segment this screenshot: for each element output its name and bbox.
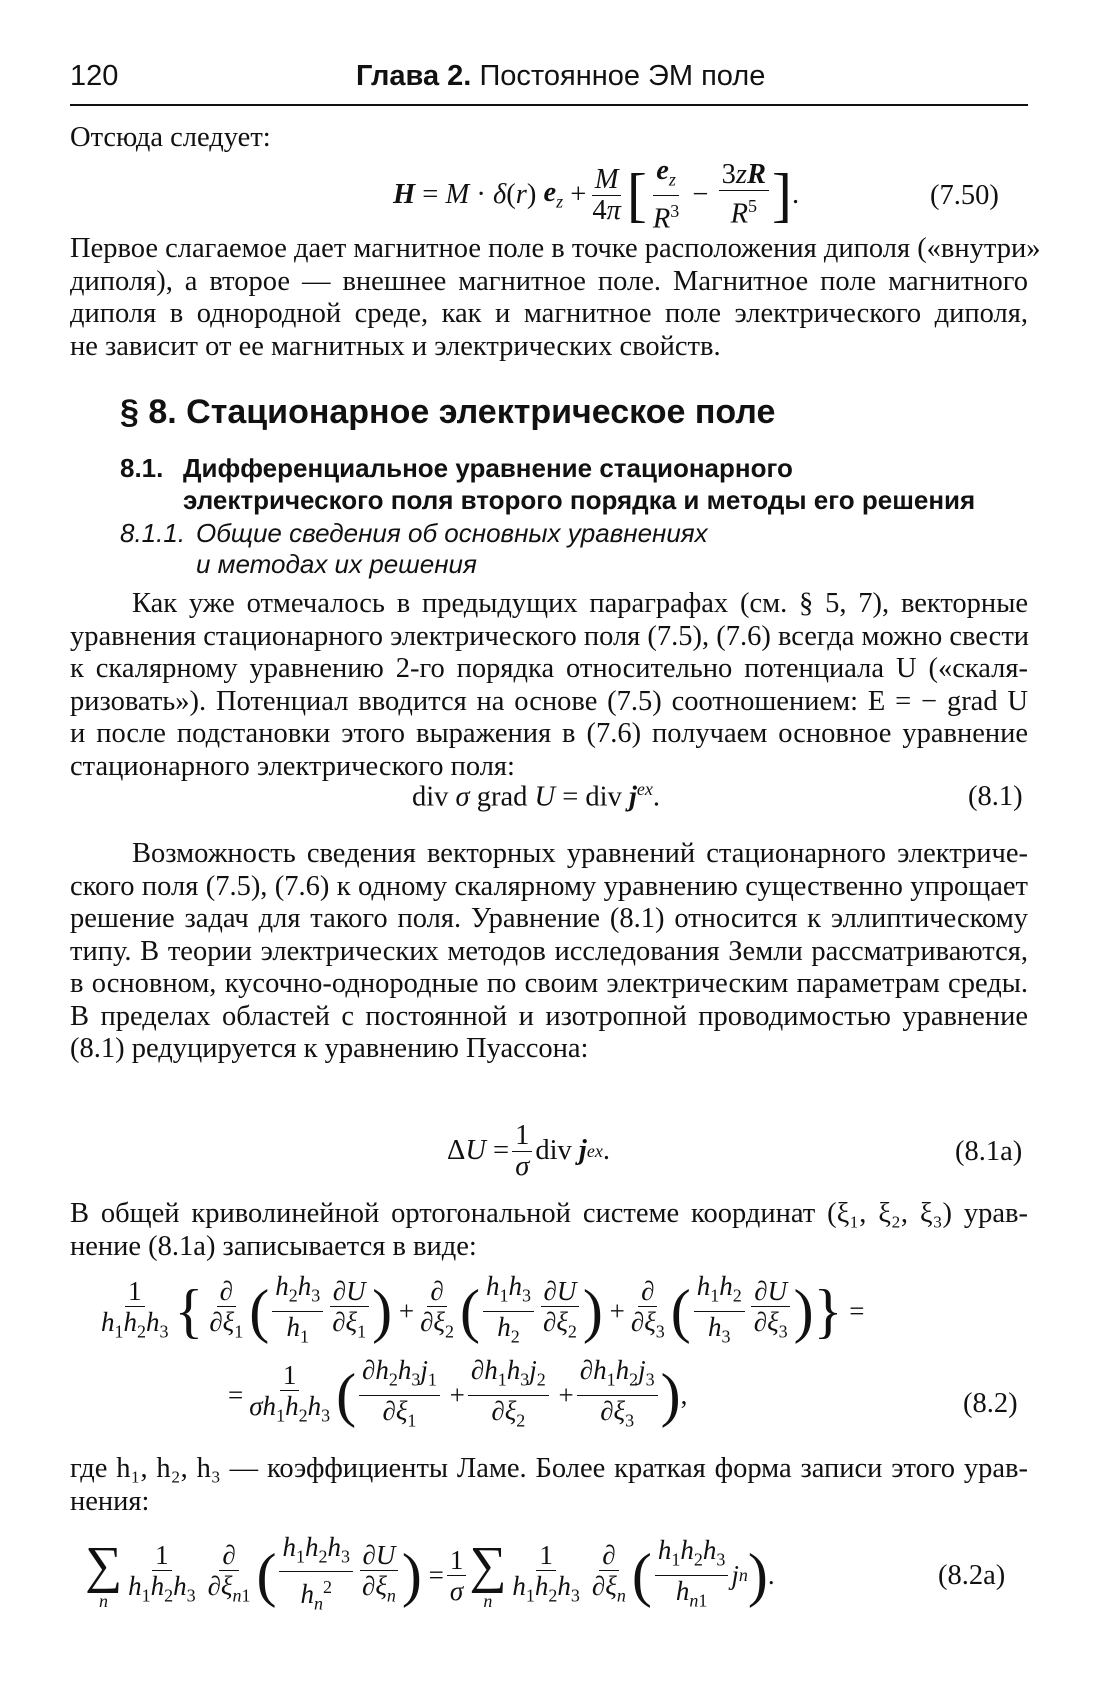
text-line: В общей криволинейной ортогональной системе координат (ξ₁, ξ₂, ξ₃) урав-	[70, 1198, 1028, 1229]
text-line: уравнения стационарного электрического поля (7.5), (7.6) всегда можно свести	[70, 620, 1030, 652]
sum-symbol: ∑ n	[469, 1537, 507, 1611]
equation-8-1a: Δ U = $\frac{1}{\sigma}$ div j ex .	[447, 1119, 610, 1182]
text-line: В пределах областей с постоянной и изотропной проводимостью уравнение	[70, 1000, 1028, 1032]
paragraph-5	[70, 1453, 1028, 1518]
equation-8-2-line-2: = $\frac{1}{\sigma h_1h_2h_3}$ ( $\frac{\partial h_2h_3j_1}{\partial\xi_1}$ + $\frac{\partial h_1h_3j_2}{\partial\xi_2}$ + $\frac{\partial h_1h_2j_3}{\partial\xi_3}$ ) ,	[228, 1355, 688, 1430]
text-line: типу. В теории электрических методов исследования Земли рассматриваются,	[70, 935, 1028, 967]
subsubsection-title-line: Общие сведения об основных уравнениях	[196, 518, 708, 548]
subsubsection-number: 8.1.1.	[120, 518, 186, 548]
text-line: нения:	[70, 1485, 150, 1517]
text-line: Возможность сведения векторных уравнений стационарного электриче-	[132, 838, 1028, 869]
subsection-title	[183, 452, 975, 516]
equation-number: (8.2a)	[938, 1560, 1006, 1591]
equation-number: (7.50)	[930, 180, 999, 211]
paragraph-4	[70, 1198, 1028, 1263]
chapter-label: Глава 2.	[356, 60, 472, 92]
section-heading: § 8. Стационарное электрическое поле	[120, 393, 776, 431]
subsubsection-title-line: и методах их решения	[196, 549, 477, 579]
text-line: ского поля (7.5), (7.6) к одному скалярному уравнению существенно упрощает	[70, 870, 1028, 902]
text-line: и после подстановки этого выражения в (7.6) получаем основное уравнение	[70, 718, 1028, 749]
text-line: диполя), а второе — внешнее магнитное поле. Магнитное поле магнитного	[70, 265, 1028, 297]
text-line: нение (8.1a) записывается в виде:	[70, 1230, 477, 1262]
equation-8-2a: ∑ n $\frac{1}{h_1h_2h_3}$ $\frac{\partial}{\partial\xi_{n1}}$ ( $\frac{h_1h_2h_3}{h_n^2}$ $\frac{\partial U}{\partial\xi_n}$ ) = $\frac{1}{\sigma}$ ∑ n $\frac{1}{h_1h_2h_3}$ $\frac{\partial}{\partial\xi_n}$ ( $\frac{h_1h_2h_3}{h_{n1}}$ j n ) .	[85, 1531, 775, 1614]
text-line: Как уже отмечалось в предыдущих параграфах (см. § 5, 7), векторные	[132, 588, 1028, 619]
text-line: к скалярному уравнению 2-го порядка относительно потенциала U («скаля-	[70, 653, 1028, 684]
equation-number: (8.2)	[963, 1388, 1018, 1419]
paragraph-1	[70, 233, 1041, 363]
page-number: 120	[70, 60, 119, 92]
equation-number: (8.1)	[968, 781, 1023, 812]
equation-8-2-line-1: $\frac{1}{h_1h_2h_3}$ { $\frac{\partial}{\partial\xi_1}$ ( $\frac{h_2h_3}{h_1}$ $\frac{\partial U}{\partial\xi_1}$ ) + $\frac{\partial}{\partial\xi_2}$ ( $\frac{h_1h_3}{h_2}$ $\frac{\partial U}{\partial\xi_2}$ ) + $\frac{\partial}{\partial\xi_3}$ ( $\frac{h_1h_2}{h_3}$ $\frac{\partial U}{\partial\xi_3}$ ) } =	[101, 1271, 865, 1346]
chapter-title: Постоянное ЭМ поле	[479, 60, 766, 92]
subsection-title-line: электрического поля второго порядка и методы его решения	[183, 485, 976, 515]
paragraph-3	[70, 838, 1028, 1066]
text-line: стационарного электрического поля:	[70, 750, 515, 782]
text-line: диполя в однородной среде, как и магнитное поле электрического диполя,	[70, 298, 1028, 329]
text-line: решение задач для такого поля. Уравнение (8.1) относится к эллиптическому	[70, 903, 1028, 934]
subsection-title-line: Дифференциальное уравнение стационарного	[183, 453, 793, 483]
text-line: (8.1) редуцируется к уравнению Пуассона:	[70, 1033, 589, 1064]
text-line: где h₁, h₂, h₃ — коэффициенты Ламе. Более краткая форма записи этого урав-	[70, 1453, 1028, 1484]
equation-8-1: div σ grad U = div $j^{ex}$.	[412, 779, 660, 813]
text-line: в основном, кусочно-однородные по своим электрическим параметрам среды.	[70, 968, 1028, 999]
subsubsection-title	[196, 518, 708, 580]
text-line: Первое слагаемое дает магнитное поле в точке расположения диполя («внутри»	[70, 233, 1041, 264]
header-rule	[70, 104, 1028, 106]
equation-7-50: H = M · δ ( r ) $e_z$ + $\frac{M}{4\pi}$ [ $\frac{e_z}{R^3}$ − $\frac{3zR}{R^5}$ ] .	[393, 154, 800, 235]
intro-text: Отсюда следует:	[70, 122, 271, 153]
paragraph-2	[70, 588, 1028, 783]
running-header	[356, 60, 765, 93]
text-line: ризовать»). Потенциал вводится на основе (7.5) соотношением: E = − grad U	[70, 685, 1028, 717]
text-line: не зависит от ее магнитных и электрических свойств.	[70, 330, 721, 362]
sum-symbol: ∑ n	[85, 1537, 123, 1611]
subsection-number: 8.1.	[120, 453, 164, 483]
equation-number: (8.1a)	[955, 1136, 1023, 1167]
